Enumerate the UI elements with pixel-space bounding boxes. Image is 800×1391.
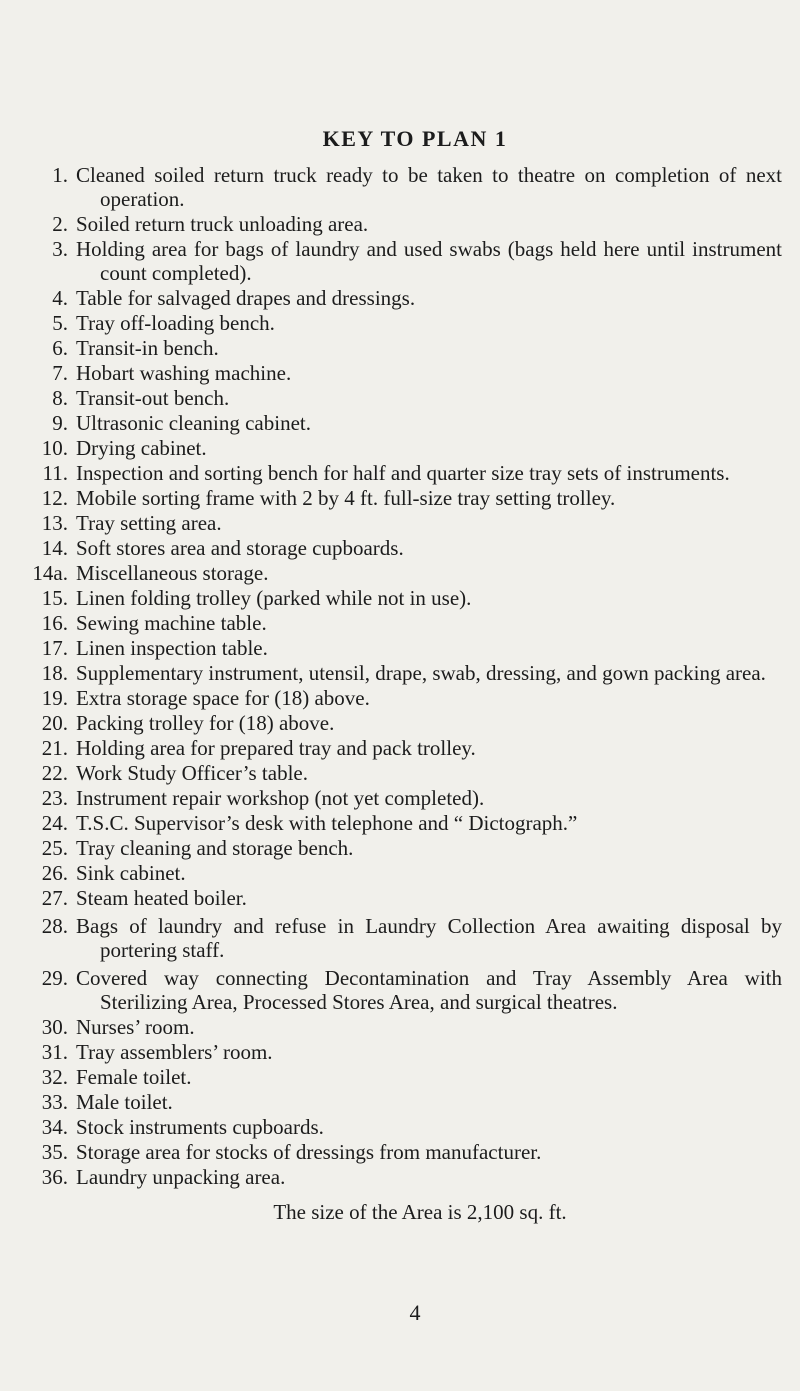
- item-number: 24.: [41, 811, 68, 835]
- list-item: [22, 611, 782, 635]
- item-number: 17.: [41, 636, 68, 660]
- list-item: [22, 386, 782, 410]
- item-number: 28.: [41, 914, 68, 938]
- item-text: Soft stores area and storage cupboards.: [76, 536, 404, 560]
- item-text: Miscellaneous storage.: [76, 561, 269, 585]
- item-text: Covered way connecting Decontamination and Tray Assembly Area with Sterilizing Area, Processed Stores Area, and surgical theatres.: [76, 966, 782, 1014]
- list-item: [22, 711, 782, 735]
- item-number: 10.: [41, 436, 68, 460]
- item-number: 27.: [41, 886, 68, 910]
- list-item: [22, 686, 782, 710]
- item-number: 36.: [41, 1165, 68, 1189]
- item-number: 32.: [41, 1065, 68, 1089]
- list-item: [22, 436, 782, 460]
- item-text: Work Study Officer’s table.: [76, 761, 308, 785]
- item-number: 14.: [41, 536, 68, 560]
- list-item: [22, 336, 782, 360]
- list-item: [22, 836, 782, 860]
- item-number: 21.: [41, 736, 68, 760]
- item-text: Soiled return truck unloading area.: [76, 212, 369, 236]
- item-text: Tray assemblers’ room.: [76, 1040, 273, 1064]
- list-item: [22, 1015, 782, 1039]
- list-item: [22, 886, 782, 910]
- list-item: [22, 237, 782, 285]
- list-item: [22, 966, 782, 1014]
- list-item: [22, 361, 782, 385]
- item-text: T.S.C. Supervisor’s desk with telephone and “ Dictograph.”: [76, 811, 578, 835]
- list-item: [22, 486, 782, 510]
- list-item: [22, 914, 782, 962]
- list-item: [22, 636, 782, 660]
- item-number: 25.: [41, 836, 68, 860]
- item-text: Sink cabinet.: [76, 861, 186, 885]
- item-text: Transit-in bench.: [76, 336, 219, 360]
- item-number: 7.: [52, 361, 68, 385]
- item-number: 30.: [41, 1015, 68, 1039]
- item-text: Mobile sorting frame with 2 by 4 ft. full-size tray setting trolley.: [76, 486, 616, 510]
- item-number: 20.: [41, 711, 68, 735]
- item-text: Male toilet.: [76, 1090, 173, 1114]
- list-item: [22, 1090, 782, 1114]
- list-item: [22, 861, 782, 885]
- list-item: [22, 461, 782, 485]
- item-number: 23.: [41, 786, 68, 810]
- item-text: Ultrasonic cleaning cabinet.: [76, 411, 311, 435]
- list-item: [22, 286, 782, 310]
- item-number: 26.: [41, 861, 68, 885]
- item-text: Sewing machine table.: [76, 611, 267, 635]
- item-number: 2.: [52, 212, 68, 236]
- item-text: Linen folding trolley (parked while not in use).: [76, 586, 472, 610]
- item-text: Drying cabinet.: [76, 436, 207, 460]
- item-text: Steam heated boiler.: [76, 886, 247, 910]
- item-number: 14a.: [32, 561, 68, 585]
- item-text: Female toilet.: [76, 1065, 192, 1089]
- item-number: 34.: [41, 1115, 68, 1139]
- item-text: Transit-out bench.: [76, 386, 230, 410]
- item-number: 6.: [52, 336, 68, 360]
- item-text: Laundry unpacking area.: [76, 1165, 286, 1189]
- page-title: KEY TO PLAN 1: [322, 126, 508, 151]
- item-number: 31.: [41, 1040, 68, 1064]
- list-item: [22, 1040, 782, 1064]
- item-text: Table for salvaged drapes and dressings.: [76, 286, 416, 310]
- item-number: 18.: [41, 661, 68, 685]
- list-item: [22, 811, 782, 835]
- list-item: [22, 1115, 782, 1139]
- key-list: [22, 163, 782, 1190]
- item-text: Holding area for prepared tray and pack trolley.: [76, 736, 476, 760]
- item-number: 1.: [52, 163, 68, 187]
- list-item: [22, 1165, 782, 1189]
- item-text: Nurses’ room.: [76, 1015, 195, 1039]
- item-number: 3.: [52, 237, 68, 261]
- item-number: 22.: [41, 761, 68, 785]
- item-number: 11.: [42, 461, 68, 485]
- list-item: [22, 536, 782, 560]
- item-text: Cleaned soiled return truck ready to be taken to theatre on completion of next operation.: [76, 163, 782, 211]
- list-item: [22, 1065, 782, 1089]
- list-item: [22, 761, 782, 785]
- item-number: 29.: [41, 966, 68, 990]
- item-text: Storage area for stocks of dressings from manufacturer.: [76, 1140, 542, 1164]
- item-number: 4.: [52, 286, 68, 310]
- item-text: Tray off-loading bench.: [76, 311, 275, 335]
- list-item: [22, 163, 782, 211]
- item-number: 19.: [41, 686, 68, 710]
- item-number: 33.: [41, 1090, 68, 1114]
- item-number: 16.: [41, 611, 68, 635]
- item-text: Stock instruments cupboards.: [76, 1115, 324, 1139]
- item-number: 35.: [41, 1140, 68, 1164]
- item-text: Bags of laundry and refuse in Laundry Collection Area awaiting disposal by portering staff.: [76, 914, 782, 962]
- item-number: 15.: [41, 586, 68, 610]
- list-item: [22, 1140, 782, 1164]
- item-text: Hobart washing machine.: [76, 361, 292, 385]
- list-item: [22, 212, 782, 236]
- item-number: 9.: [52, 411, 68, 435]
- list-item: [22, 411, 782, 435]
- item-text: Holding area for bags of laundry and used swabs (bags held here until instrument count completed).: [76, 237, 782, 285]
- page-number: 4: [409, 1300, 421, 1325]
- item-text: Supplementary instrument, utensil, drape, swab, dressing, and gown packing area.: [76, 661, 766, 685]
- list-item: [22, 511, 782, 535]
- list-item: [22, 786, 782, 810]
- item-text: Extra storage space for (18) above.: [76, 686, 370, 710]
- item-text: Instrument repair workshop (not yet completed).: [76, 786, 485, 810]
- list-item: [22, 586, 782, 610]
- area-size-note: The size of the Area is 2,100 sq. ft.: [273, 1200, 567, 1224]
- item-number: 8.: [52, 386, 68, 410]
- list-item: [22, 561, 782, 585]
- list-item: [22, 661, 782, 685]
- item-number: 5.: [52, 311, 68, 335]
- item-text: Tray cleaning and storage bench.: [76, 836, 354, 860]
- item-text: Packing trolley for (18) above.: [76, 711, 335, 735]
- item-number: 12.: [41, 486, 68, 510]
- item-text: Linen inspection table.: [76, 636, 268, 660]
- item-number: 13.: [41, 511, 68, 535]
- list-item: [22, 736, 782, 760]
- item-text: Tray setting area.: [76, 511, 222, 535]
- list-item: [22, 311, 782, 335]
- item-text: Inspection and sorting bench for half and quarter size tray sets of instruments.: [76, 461, 730, 485]
